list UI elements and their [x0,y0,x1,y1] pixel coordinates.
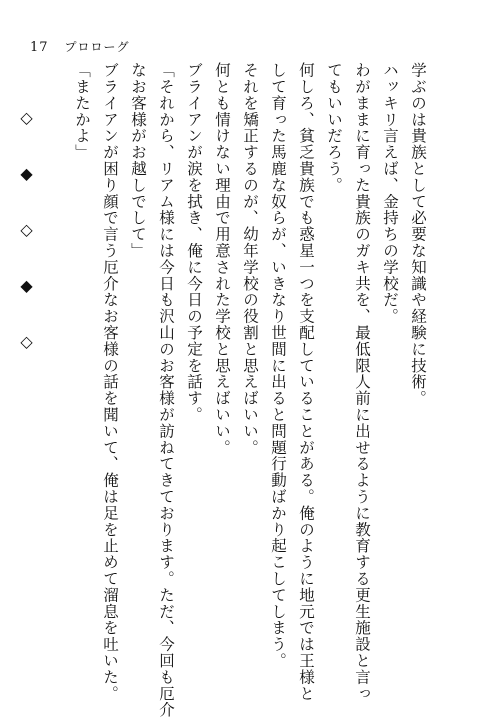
text-line: 何とも情けない理由で用意された学校と思えばいい。 [213,62,231,456]
text-line: なお客様がお越しでして」 [129,62,147,259]
text-line: 「それから、リアム様には今日も沢山のお客様が訪ねてきております。ただ、今回も厄介 [157,62,175,718]
diamond-outline-icon: ◇ [17,108,36,127]
blank-line [0,62,12,652]
vertical-body-text [0,62,432,718]
text-line: それを矯正するのが、幼年学校の役割と思えばいい。 [241,62,259,456]
section-break-diamonds [12,62,40,652]
diamond-filled-icon: ◆ [17,163,36,183]
diamond-outline-icon: ◇ [17,331,36,351]
chapter-title: プロローグ [64,40,130,54]
text-line: わがままに育った貴族のガキ共を、最低限人前に出せるように教育する更生施設と言っ [353,62,371,702]
text-line: てもいいだろう。 [325,62,343,194]
page-number: 17 [30,40,49,55]
page-header [30,38,130,55]
text-line: ブライアンが涙を拭き、俺に今日の予定を話す。 [185,62,203,423]
text-line: ブライアンが困り顔で言う厄介なお客様の話を聞いて、俺は足を止めて溜息を吐いた。 [101,62,119,702]
text-line: して育った馬鹿な奴らが、いきなり世間に出ると問題行動ばかり起こしてしまう。 [269,62,287,669]
text-line: 何しろ、貧乏貴族でも惑星一つを支配していることがある。俺のように地元では王様と [297,62,315,702]
diamond-outline-icon: ◇ [17,219,36,239]
diamond-filled-icon: ◆ [17,275,36,295]
text-line: 学ぶのは貴族として必要な知識や経験に技術。 [409,62,427,407]
text-line: 「またかよ」 [73,62,91,161]
blank-line [40,62,68,652]
text-line: ハッキリ言えば、金持ちの学校だ。 [381,62,399,325]
